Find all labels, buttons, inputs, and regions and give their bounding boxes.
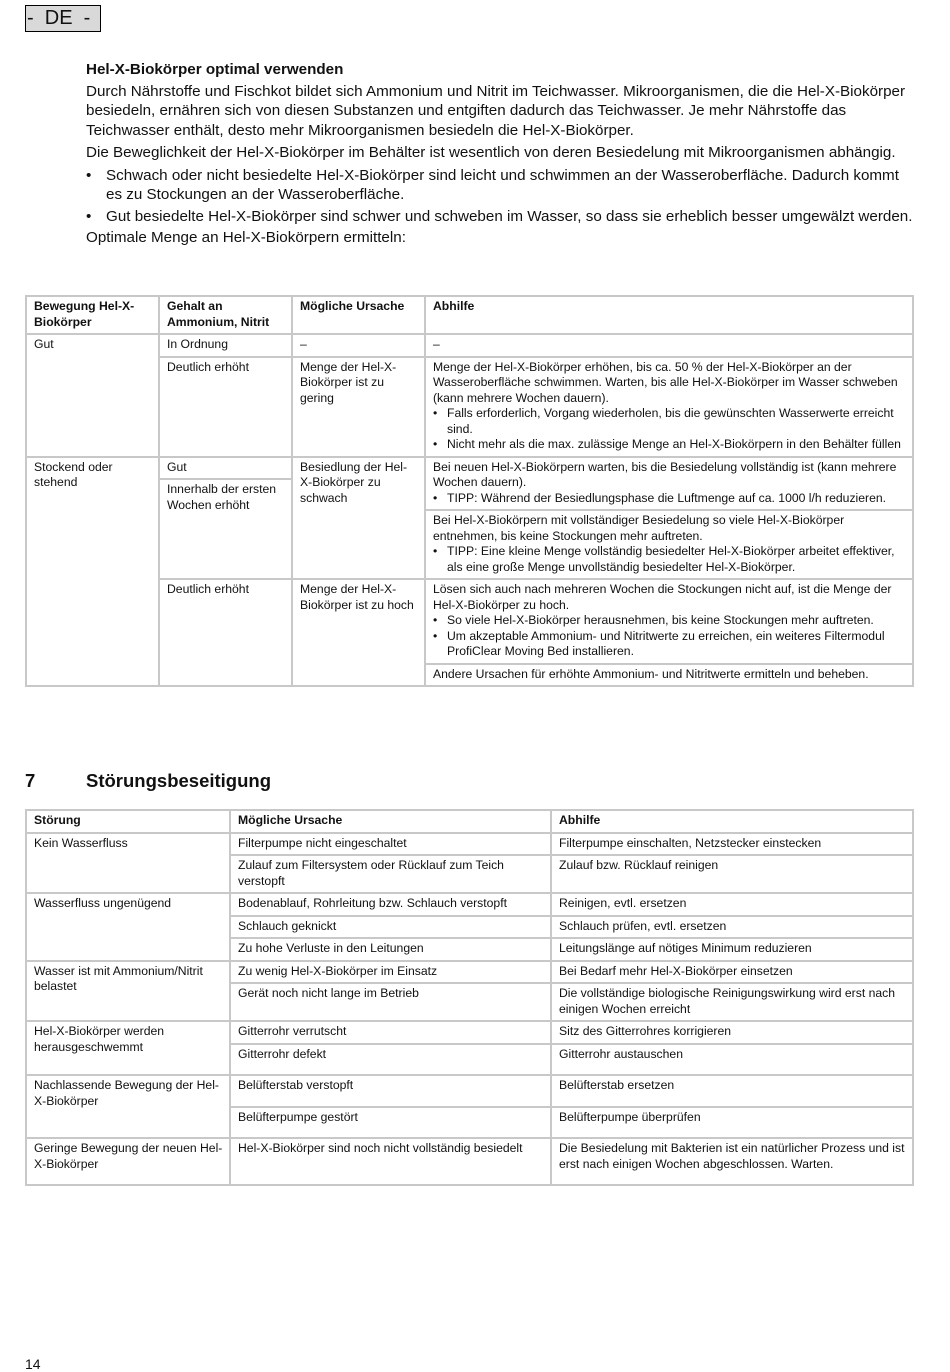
page-number: 14 [25,1356,41,1372]
cell-bullet-list [433,544,906,575]
ursache-cell: Schlauch geknickt [230,916,551,939]
intro-bullet [86,207,916,227]
table-row [26,1075,913,1107]
bullet-icon: • [433,437,438,451]
ursache-cell: Filterpumpe nicht eingeschaltet [230,833,551,856]
abhilfe-cell: Zulauf bzw. Rücklauf reinigen [551,855,913,893]
cell-bullet [433,613,906,629]
cell-text: Lösen sich auch nach mehreren Wochen die Stockungen nicht auf, ist die Menge der Hel-X-Biokörper zu hoch. [433,582,892,612]
column-header: Gehalt an Ammonium, Nitrit [159,296,292,334]
cell-bullet-list [433,613,906,660]
table-row [26,961,913,984]
column-header: Mögliche Ursache [292,296,425,334]
section-heading [25,770,271,792]
table-cell: Menge der Hel-X-Biokörper ist zu gering [292,357,425,457]
table-cell: – [425,334,913,357]
cell-bullet [433,437,906,453]
table-row [26,579,913,664]
cell-text: Bei neuen Hel-X-Biokörpern warten, bis die Besiedelung vollständig ist (kann mehrere Wochen dauern). [433,459,897,489]
abhilfe-cell: Schlauch prüfen, evtl. ersetzen [551,916,913,939]
table-header-row [26,296,913,334]
cell-bullet-text: TIPP: Eine kleine Menge vollständig besiedelter Hel-X-Biokörper arbeitet effektiver, als eine große Menge unvollständig besiedelter Hel-X-Biokörper. [447,544,895,574]
intro-paragraph: Durch Nährstoffe und Fischkot bildet sich Ammonium und Nitrit im Teichwasser. Mikroorganismen, die die Hel-X-Biokörper besiedeln, ernähren sich von diesen Substanzen und entgiften dadurch das Teichwasser. Je mehr Nährstoffe das Teichwasser enthält, desto mehr Mikroorganismen besiedeln die Hel-X-Biokörper. [86,82,906,139]
table-row [26,334,913,357]
cell-bullet-text: Falls erforderlich, Vorgang wiederholen, bis die gewünschten Wasserwerte erreicht sind. [447,406,894,436]
abhilfe-cell: Sitz des Gitterrohres korrigieren [551,1021,913,1044]
column-header: Störung [26,810,230,833]
intro-bullet [86,166,916,205]
abhilfe-cell: Belüfterstab ersetzen [551,1075,913,1107]
column-header: Abhilfe [425,296,913,334]
cell-bullet-text: TIPP: Während der Besiedlungsphase die Luftmenge auf ca. 1000 l/h reduzieren. [447,490,887,505]
intro-bullet-text: Gut besiedelte Hel-X-Biokörper sind schwer und schweben im Wasser, so dass sie erheblich besser umgewälzt werden. [106,207,913,225]
table-cell: Stockend oder stehend [26,457,159,687]
section-title: Störungsbeseitigung [86,770,271,791]
table-row [26,833,913,856]
table-cell: Gut [159,457,292,480]
troubleshooting-table [25,809,914,1186]
ursache-cell: Zu hohe Verluste in den Leitungen [230,938,551,961]
column-header: Bewegung Hel-X-Biokörper [26,296,159,334]
abhilfe-cell: Reinigen, evtl. ersetzen [551,893,913,916]
intro-paragraph: Optimale Menge an Hel-X-Biokörpern ermitteln: [86,229,406,246]
table-cell: Besiedlung der Hel-X-Biokörper zu schwach [292,457,425,580]
cell-text: Bei Hel-X-Biokörpern mit vollständiger Besiedelung so viele Hel-X-Biokörper entnehmen, bis keine Stockungen mehr auftreten. [433,513,845,543]
cell-text: Menge der Hel-X-Biokörper erhöhen, bis ca. 50 % der Hel-X-Biokörper an der Wasseroberfläche schwimmen. Warten, bis alle Hel-X-Biokörper im Wasser schweben (kann mehrere Wochen dauern). [433,359,898,405]
abhilfe-cell: Gitterrohr austauschen [551,1044,913,1076]
bullet-icon: • [433,613,438,627]
abhilfe-cell: Die Besiedelung mit Bakterien ist ein natürlicher Prozess und ist erst nach einigen Wochen abgeschlossen. Warten. [551,1138,913,1185]
table-cell [425,579,913,664]
helx-quantity-table [25,295,914,687]
table-cell: Gut [26,334,159,457]
bullet-icon: • [86,207,92,225]
abhilfe-cell: Belüfterpumpe überprüfen [551,1107,913,1139]
intro-bullet-text: Schwach oder nicht besiedelte Hel-X-Biokörper sind leicht und schwimmen an der Wasseroberfläche. Dadurch kommt es zu Stockungen an der Wasseroberfläche. [106,166,899,203]
cell-bullet [433,544,906,575]
table-cell: – [292,334,425,357]
table-cell: Andere Ursachen für erhöhte Ammonium- und Nitritwerte ermitteln und beheben. [425,664,913,687]
abhilfe-cell: Die vollständige biologische Reinigungswirkung wird erst nach einigen Wochen erreicht [551,983,913,1021]
cell-bullet [433,629,906,660]
intro-section [86,60,916,251]
language-badge: - DE - [25,5,101,32]
table-row [26,1138,913,1185]
ursache-cell: Bodenablauf, Rohrleitung bzw. Schlauch verstopft [230,893,551,916]
cell-bullet [433,491,906,507]
cell-bullet-text: So viele Hel-X-Biokörper herausnehmen, bis keine Stockungen mehr auftreten. [447,613,874,627]
table-cell: Deutlich erhöht [159,357,292,457]
table-cell: Deutlich erhöht [159,579,292,686]
ursache-cell: Gerät noch nicht lange im Betrieb [230,983,551,1021]
ursache-cell: Zulauf zum Filtersystem oder Rücklauf zum Teich verstopft [230,855,551,893]
abhilfe-cell: Bei Bedarf mehr Hel-X-Biokörper einsetzen [551,961,913,984]
abhilfe-cell: Filterpumpe einschalten, Netzstecker einstecken [551,833,913,856]
cell-bullet-list [433,491,906,507]
table-cell: Menge der Hel-X-Biokörper ist zu hoch [292,579,425,686]
table-cell [425,510,913,579]
bullet-icon: • [433,544,438,558]
ursache-cell: Belüfterstab verstopft [230,1075,551,1107]
intro-paragraph: Die Beweglichkeit der Hel-X-Biokörper im Behälter ist wesentlich von deren Besiedelung mit Mikroorganismen abhängig. [86,144,896,161]
stoerung-cell: Hel-X-Biokörper werden herausgeschwemmt [26,1021,230,1075]
bullet-icon: • [86,166,92,184]
bullet-icon: • [433,628,438,643]
stoerung-cell: Geringe Bewegung der neuen Hel-X-Biokörper [26,1138,230,1185]
cell-bullet [433,406,906,437]
table-cell: In Ordnung [159,334,292,357]
intro-heading: Hel-X-Biokörper optimal verwenden [86,61,344,78]
ursache-cell: Zu wenig Hel-X-Biokörper im Einsatz [230,961,551,984]
table-cell [425,457,913,511]
table-row [26,357,913,457]
table-row [26,893,913,916]
cell-bullet-text: Um akzeptable Ammonium- und Nitritwerte zu erreichen, ein weiteres Filtermodul ProfiClear Moving Bed installieren. [447,628,885,658]
abhilfe-cell: Leitungslänge auf nötiges Minimum reduzieren [551,938,913,961]
bullet-icon: • [433,490,438,505]
ursache-cell: Hel-X-Biokörper sind noch nicht vollständig besiedelt [230,1138,551,1185]
intro-bullet-list [86,166,916,227]
table-row [26,457,913,480]
ursache-cell: Gitterrohr verrutscht [230,1021,551,1044]
table-header-row [26,810,913,833]
cell-bullet-text: Nicht mehr als die max. zulässige Menge an Hel-X-Biokörpern in den Behälter füllen [447,437,901,451]
stoerung-cell: Nachlassende Bewegung der Hel-X-Biokörper [26,1075,230,1138]
ursache-cell: Gitterrohr defekt [230,1044,551,1076]
column-header: Abhilfe [551,810,913,833]
bullet-icon: • [433,406,438,420]
table-cell: Innerhalb der ersten Wochen erhöht [159,479,292,579]
section-number: 7 [25,770,36,791]
column-header: Mögliche Ursache [230,810,551,833]
stoerung-cell: Kein Wasserfluss [26,833,230,894]
table-row [26,1021,913,1044]
stoerung-cell: Wasserfluss ungenügend [26,893,230,961]
table-cell [425,357,913,457]
cell-bullet-list [433,406,906,453]
ursache-cell: Belüfterpumpe gestört [230,1107,551,1139]
stoerung-cell: Wasser ist mit Ammonium/Nitrit belastet [26,961,230,1022]
